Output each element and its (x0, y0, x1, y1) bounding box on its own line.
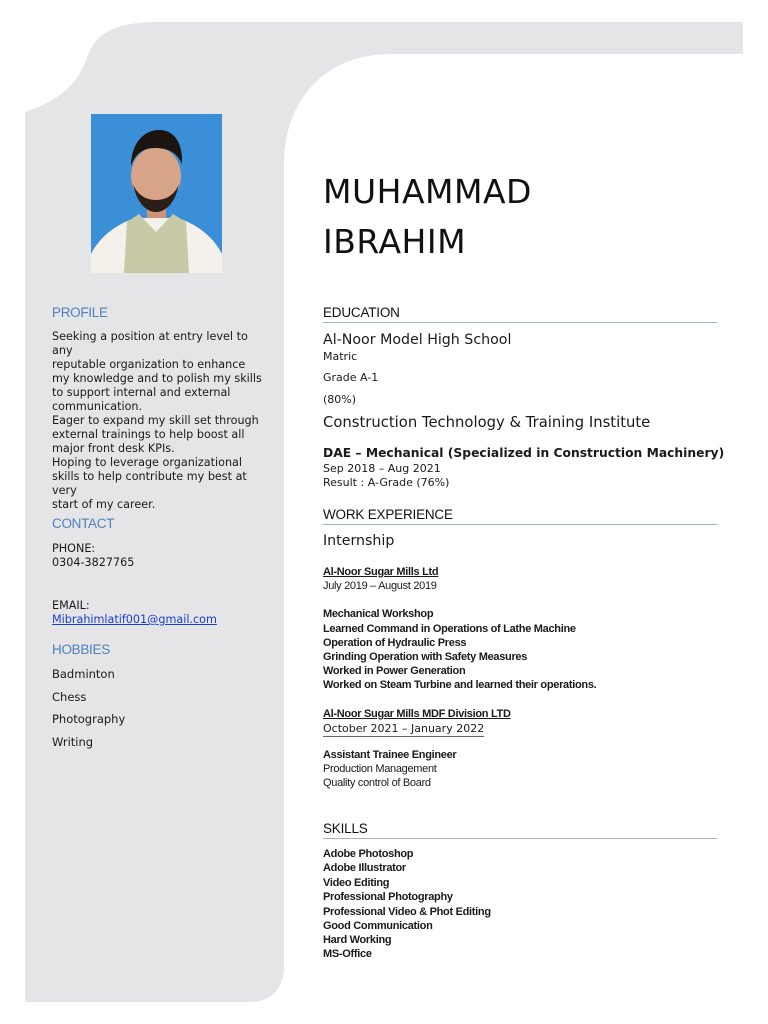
profile-line: major front desk KPIs. (52, 442, 175, 455)
hobby-item: Photography (52, 712, 126, 726)
duty-item: Operation of Hydraulic Press (323, 637, 467, 649)
skill-item: Professional Photography (323, 891, 453, 903)
profile-line: skills to help contribute my best at very (52, 470, 247, 497)
duty-item: Worked on Steam Turbine and learned their operations. (323, 679, 597, 691)
duty-item: Grinding Operation with Safety Measures (323, 651, 528, 663)
company-2-name: Al-Noor Sugar Mills MDF Division LTD (323, 708, 511, 720)
profile-photo (91, 114, 222, 273)
hobby-item: Badminton (52, 667, 115, 681)
work-heading: WORK EXPERIENCE (323, 507, 717, 525)
company-1-name: Al-Noor Sugar Mills Ltd (323, 566, 439, 578)
profile-line: Eager to expand my skill set through (52, 414, 259, 427)
profile-line: to support internal and external (52, 386, 231, 399)
company-2-dates: October 2021 – January 2022 (323, 722, 485, 735)
profile-line: reputable organization to enhance (52, 358, 246, 371)
diploma-result: Result : A-Grade (76%) (323, 476, 450, 489)
name-line-2: IBRAHIM (323, 222, 467, 261)
skill-item: MS-Office (323, 948, 372, 960)
name-line-1: MUHAMMAD (323, 172, 532, 211)
hobby-item: Writing (52, 735, 94, 749)
skill-item: Hard Working (323, 934, 392, 946)
role-duty: Production Management (323, 763, 437, 775)
profile-line: start of my career. (52, 498, 156, 511)
profile-line: my knowledge and to polish my skills (52, 372, 262, 385)
duty-item: Learned Command in Operations of Lathe Machine (323, 623, 576, 635)
role-duty: Quality control of Board (323, 777, 431, 789)
phone-label: PHONE: (52, 542, 96, 555)
company-1-dates: July 2019 – August 2019 (323, 580, 437, 592)
role-title: Assistant Trainee Engineer (323, 749, 457, 761)
profile-line: communication. (52, 400, 143, 413)
contact-heading: CONTACT (52, 516, 115, 531)
school-level: Matric (323, 350, 358, 363)
skill-item: Video Editing (323, 877, 390, 889)
institute-name: Construction Technology & Training Institute (323, 414, 651, 431)
skill-item: Good Communication (323, 920, 433, 932)
school-grade: Grade A-1 (323, 371, 379, 384)
skill-item: Adobe Illustrator (323, 862, 406, 874)
duty-item: Worked in Power Generation (323, 665, 466, 677)
school-percent: (80%) (323, 393, 357, 406)
diploma-title: DAE – Mechanical (Specialized in Construction Machinery) (323, 446, 725, 460)
email-label: EMAIL: (52, 599, 90, 612)
profile-line: Seeking a position at entry level to any (52, 330, 248, 357)
hobby-item: Chess (52, 690, 87, 704)
hobbies-heading: HOBBIES (52, 642, 110, 657)
profile-text (52, 330, 268, 512)
skill-item: Professional Video & Phot Editing (323, 906, 491, 918)
profile-heading: PROFILE (52, 305, 108, 320)
diploma-dates: Sep 2018 – Aug 2021 (323, 462, 441, 475)
email-link[interactable]: Mibrahimlatif001@gmail.com (52, 613, 217, 626)
duty-item: Mechanical Workshop (323, 608, 434, 620)
skills-heading: SKILLS (323, 821, 717, 839)
profile-line: Hoping to leverage organizational (52, 456, 243, 469)
education-heading: EDUCATION (323, 305, 717, 323)
skill-item: Adobe Photoshop (323, 848, 414, 860)
phone-number: 0304-3827765 (52, 556, 135, 569)
school-name: Al-Noor Model High School (323, 332, 512, 348)
profile-line: external trainings to help boost all (52, 428, 245, 441)
work-subheading: Internship (323, 533, 395, 549)
